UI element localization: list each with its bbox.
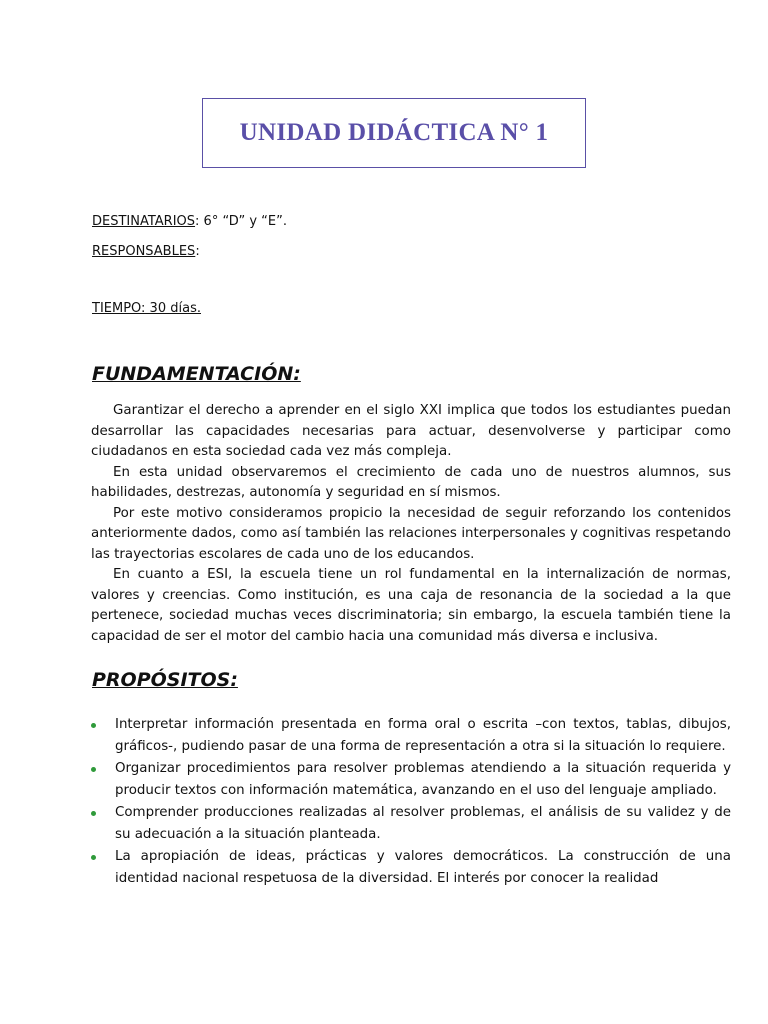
list-item-text: Organizar procedimientos para resolver problemas atendiendo a la situación requerida y producir textos con información matemática, avanzando en el uso del lenguaje ampliado. (115, 761, 731, 798)
propositos-list (91, 714, 731, 890)
tiempo-label: TIEMPO: 30 días. (92, 301, 201, 316)
destinatarios-label: DESTINATARIOS (92, 214, 196, 229)
list-item (91, 758, 731, 802)
propositos-heading: PROPÓSITOS: (92, 669, 238, 691)
fundamentacion-heading: FUNDAMENTACIÓN: (92, 363, 301, 385)
list-item (91, 714, 731, 758)
fundamentacion-paragraph: Por este motivo consideramos propicio la necesidad de seguir reforzando los contenidos anteriormente dados, como así también las relaciones interpersonales y cognitivas respetando las trayectorias escolares de cada uno de los educandos. (91, 505, 731, 562)
tiempo-line (92, 301, 201, 317)
document-title: UNIDAD DIDÁCTICA N° 1 (239, 119, 549, 146)
list-item-text: Interpretar información presentada en forma oral o escrita –con textos, tablas, dibujos, gráficos-, pudiendo pasar de una forma de representación a otra si la situación lo requiere. (115, 717, 731, 754)
destinatarios-line (92, 214, 287, 230)
bullet-icon (91, 855, 96, 860)
destinatarios-value: : 6° “D” y “E”. (195, 214, 287, 229)
fundamentacion-paragraph: Garantizar el derecho a aprender en el siglo XXI implica que todos los estudiantes puedan desarrollar las capacidades necesarias para actuar, desenvolverse y participar como ciudadanos en esta sociedad cada vez más compleja. (91, 403, 731, 459)
fundamentacion-paragraph: En esta unidad observaremos el crecimiento de cada uno de nuestros alumnos, sus habilidades, destrezas, autonomía y seguridad en sí mismos. (91, 464, 731, 500)
list-item-text: Comprender producciones realizadas al resolver problemas, el análisis de su validez y de su adecuación a la situación planteada. (115, 805, 731, 842)
bullet-icon (91, 723, 96, 728)
responsables-label: RESPONSABLES (92, 244, 196, 259)
list-item (91, 846, 731, 890)
title-box (202, 98, 586, 168)
responsables-value: : (195, 244, 200, 259)
fundamentacion-paragraph: En cuanto a ESI, la escuela tiene un rol fundamental en la internalización de normas, valores y creencias. Como institución, es una caja de resonancia de la sociedad a la que pertenece, sociedad muchas veces discriminatoria; sin embargo, la escuela también tiene la capacidad de ser el motor del cambio hacia una comunidad más diversa e inclusiva. (91, 567, 731, 644)
responsables-line (92, 244, 200, 260)
bullet-icon (91, 767, 96, 772)
bullet-icon (91, 811, 96, 816)
fundamentacion-body (91, 401, 731, 647)
list-item (91, 802, 731, 846)
list-item-text: La apropiación de ideas, prácticas y valores democráticos. La construcción de una identidad nacional respetuosa de la diversidad. El interés por conocer la realidad (115, 849, 731, 886)
